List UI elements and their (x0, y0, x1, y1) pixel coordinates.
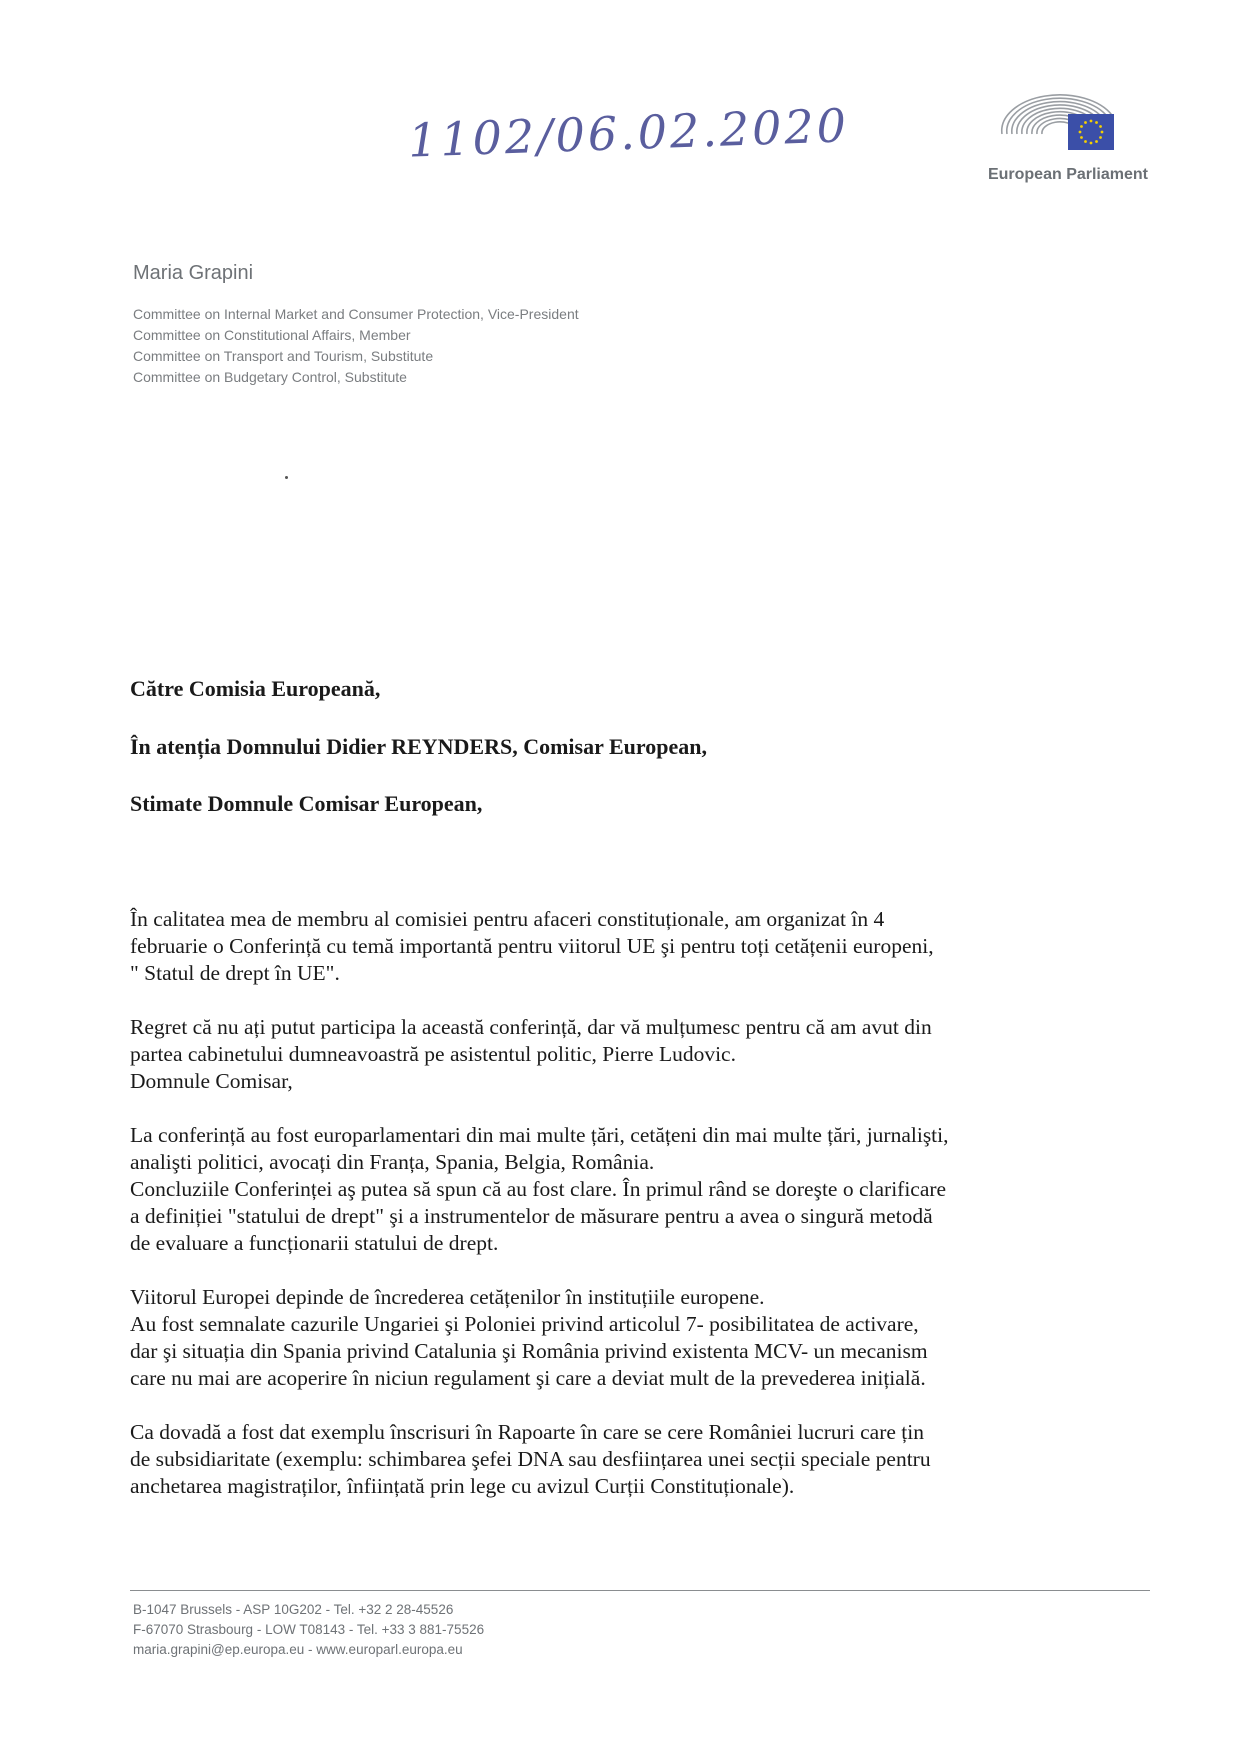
flag-star (1080, 136, 1083, 139)
committee-item: Committee on Transport and Tourism, Substitute (133, 348, 434, 364)
letter-body (130, 906, 1080, 1527)
body-line: partea cabinetului dumneavoastră pe asistentul politic, Pierre Ludovic. (130, 1042, 736, 1066)
flag-star (1080, 125, 1083, 128)
sender-name: Maria Grapini (133, 262, 254, 284)
body-line: de evaluare a funcționarii statului de drept. (130, 1231, 499, 1255)
paragraph (130, 1419, 1080, 1500)
stray-dot (285, 476, 288, 479)
flag-star (1090, 142, 1093, 145)
body-line: februarie o Conferință cu temă importantă pentru viitorul UE şi pentru toți cetățenii europeni, (130, 934, 934, 958)
footer-line: B-1047 Brussels - ASP 10G202 - Tel. +32 2 28-45526 (133, 1602, 454, 1617)
body-line: În calitatea mea de membru al comisiei pentru afaceri constituționale, am organizat în 4 (130, 907, 885, 931)
paragraph (130, 906, 1080, 987)
flag-star (1095, 140, 1098, 143)
body-line: analişti politici, avocați din Franța, Spania, Belgia, România. (130, 1150, 655, 1174)
body-line: Ca dovadă a fost dat exemplu înscrisuri în Rapoarte în care se cere României lucruri care țin (130, 1420, 924, 1444)
body-line: de subsidiaritate (exemplu: schimbarea şefei DNA sau desființarea unei secții speciale pentru (130, 1447, 931, 1471)
body-line: Viitorul Europei depinde de încrederea cetățenilor în instituțiile europene. (130, 1285, 765, 1309)
flag-star (1090, 120, 1093, 123)
body-line: Domnule Comisar, (130, 1069, 293, 1093)
committee-item: Committee on Constitutional Affairs, Member (133, 327, 411, 343)
logo-text: European Parliament (987, 166, 1148, 183)
paragraph (130, 1122, 1080, 1257)
greeting-line: Stimate Domnule Comisar European, (130, 791, 483, 816)
flag-star (1101, 131, 1104, 134)
footer-line: maria.grapini@ep.europa.eu - www.europarl.europa.eu (133, 1642, 463, 1657)
recipient-line: Către Comisia Europeană, (130, 676, 381, 701)
flag-star (1084, 140, 1087, 143)
flag-star (1099, 136, 1102, 139)
body-line: La conferință au fost europarlamentari din mai multe țări, cetățeni din mai multe țări, jurnalişti, (130, 1123, 949, 1147)
footer-divider (130, 1590, 1150, 1591)
flag-star (1084, 121, 1087, 124)
flag-star (1099, 125, 1102, 128)
body-line: Regret că nu ați putut participa la această conferință, dar vă mulțumesc pentru că am avut din (130, 1015, 932, 1039)
paragraph (130, 1284, 1080, 1392)
paragraph (130, 1014, 1080, 1095)
body-line: anchetarea magistraților, înființată prin lege cu avizul Curții Constituționale). (130, 1474, 795, 1498)
registration-number: 1102/06.02.2020 (407, 98, 850, 168)
committee-item: Committee on Budgetary Control, Substitute (133, 369, 407, 385)
flag-star (1079, 131, 1082, 134)
body-line: " Statul de drept în UE". (130, 961, 340, 985)
attention-line: În atenția Domnului Didier REYNDERS, Comisar European, (130, 734, 707, 759)
body-line: a definiției "statului de drept" şi a instrumentelor de măsurare pentru a avea o singură metodă (130, 1204, 933, 1228)
footer-line: F-67070 Strasbourg - LOW T08143 - Tel. +33 3 881-75526 (133, 1622, 485, 1637)
committee-list (133, 304, 579, 388)
body-line: Au fost semnalate cazurile Ungariei şi Poloniei privind articolul 7- posibilitatea de activare, (130, 1312, 919, 1336)
flag-star (1095, 121, 1098, 124)
footer-contact (133, 1600, 484, 1660)
committee-item: Committee on Internal Market and Consumer Protection, Vice-President (133, 306, 579, 322)
body-line: Concluziile Conferinței aş putea să spun că au fost clare. În primul rând se doreşte o clarificare (130, 1177, 947, 1201)
body-line: dar şi situația din Spania privind Catalunia şi România privind existenta MCV- un mecanism (130, 1339, 928, 1363)
body-line: care nu mai are acoperire în niciun regulament şi care a deviat mult de la prevederea inițială. (130, 1366, 926, 1390)
